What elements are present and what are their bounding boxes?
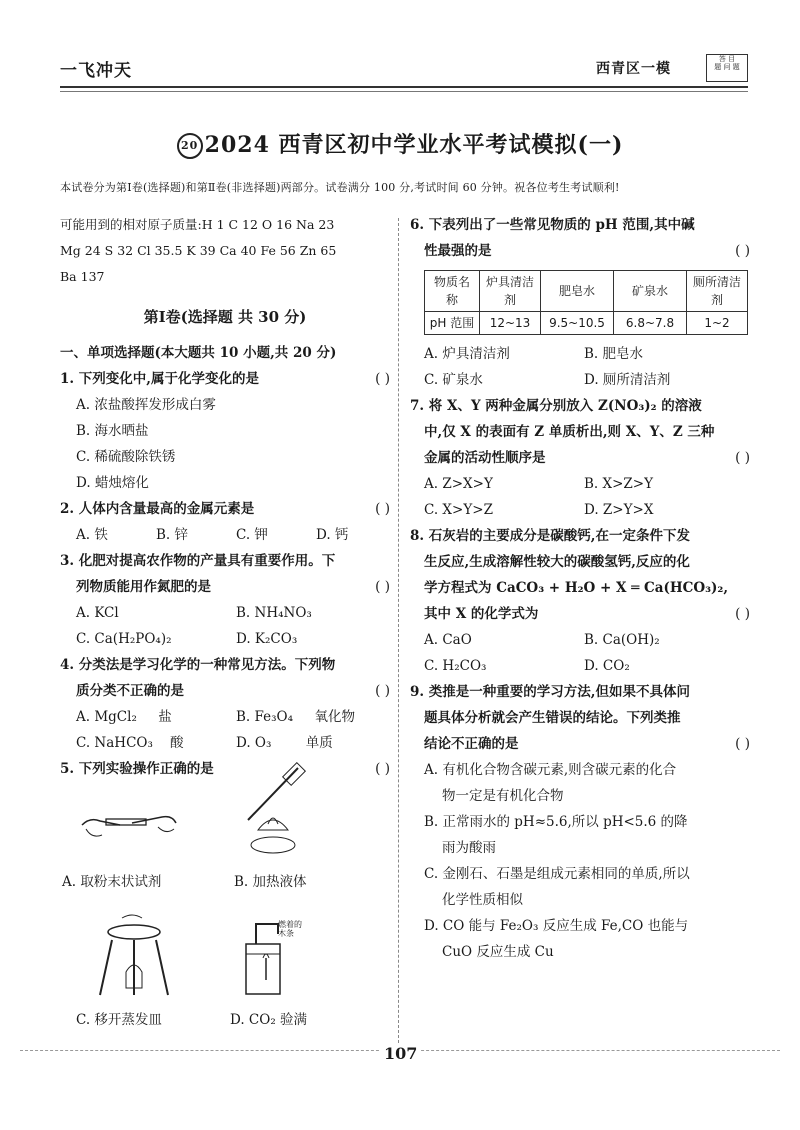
q9-option-b-line1: B. 正常雨水的 pH≈5.6,所以 pH<5.6 的降 [424,814,688,830]
q3-option-c: C. Ca(H₂PO₄)₂ [76,631,172,647]
q2-option-b: B. 锌 [156,527,189,543]
q3-stem-line1: 3. 化肥对提高农作物的产量具有重要作用。下 [60,553,336,569]
q2-option-a: A. 铁 [76,527,108,543]
q4-stem-row [60,678,390,704]
q6-stem-line2: 性最强的是 [424,243,492,259]
q9-answer-paren: ( ) [735,736,750,752]
q8-stem-line2: 生反应,生成溶解性较大的碳酸氢钙,反应的化 [424,554,690,570]
ph-table-header-cell: 物质名称 [425,271,480,312]
q8-options-row1 [410,627,750,653]
q5-stem-row [60,756,390,782]
ph-table-header-cell: 厕所清洁剂 [687,271,748,312]
q5-answer-paren: ( ) [375,761,390,777]
ph-table-cell: pH 范围 [425,312,480,335]
q2-option-d: D. 钙 [316,527,349,543]
q5-option-b: B. 加热液体 [234,874,307,890]
q8-answer-paren: ( ) [735,606,750,622]
column-divider [398,218,399,1048]
q7-option-b: B. X>Z>Y [584,476,654,492]
ph-table-data-row [425,312,748,335]
page-title [0,128,800,159]
q7-option-d: D. Z>Y>X [584,502,654,518]
q5-figure-c [92,910,182,1000]
q1-answer-paren: ( ) [375,371,390,387]
atomic-masses-line1: 可能用到的相对原子质量:H 1 C 12 O 16 Na 23 [60,217,335,232]
q7-option-a: A. Z>X>Y [424,476,493,492]
exam-intro: 本试卷分为第Ⅰ卷(选择题)和第Ⅱ卷(非选择题)两部分。试卷满分 100 分,考试时间 60 分钟。祝各位考生考试顺利! [60,181,620,194]
q9-stem-row [410,731,750,757]
section-title: 第Ⅰ卷(选择题 共 30 分) [143,308,307,326]
ph-table-header-cell: 炉具清洁剂 [480,271,541,312]
ph-table-cell: 12~13 [480,312,541,335]
q4-stem-line1: 4. 分类法是学习化学的一种常见方法。下列物 [60,657,336,673]
q4-option-d: D. O₃ 单质 [236,735,333,751]
q8-options-row2 [410,653,750,679]
ph-table-cell: 6.8~7.8 [614,312,687,335]
q5-option-a: A. 取粉末状试剂 [62,874,162,890]
q2-option-c: C. 钾 [236,527,268,543]
header-stamp: 答 目 题 问 题 [706,54,748,82]
q3-option-a: A. KCl [76,605,119,621]
q9-option-a-line2: 物一定是有机化合物 [442,788,564,804]
header-rule-thin [60,91,748,92]
q3-options-row2 [60,626,390,652]
q6-options-row2 [410,367,750,393]
q1-option-b: B. 海水晒盐 [76,423,149,439]
q7-stem-line2: 中,仅 X 的表面有 Z 单质析出,则 X、Y、Z 三种 [424,424,715,440]
q6-answer-paren: ( ) [735,243,750,259]
q6-options-row1 [410,341,750,367]
q2-stem: 2. 人体内含量最高的金属元素是 [60,501,255,517]
header-rule [60,86,748,88]
evaporating-dish-illustration [92,910,182,1000]
q3-option-d: D. K₂CO₃ [236,631,298,647]
q3-options-row1 [60,600,390,626]
q4-option-a: A. MgCl₂ 盐 [76,709,172,725]
q5-option-d: D. CO₂ 验满 [230,1012,308,1028]
q5-option-c: C. 移开蒸发皿 [76,1012,162,1028]
q1-option-a: A. 浓盐酸挥发形成白雾 [76,397,216,413]
left-column [60,212,390,782]
title-number-badge: 20 [177,133,203,159]
ph-table [424,270,748,335]
powder-sampling-illustration [72,785,182,855]
ph-table-header-cell: 肥皂水 [541,271,614,312]
q6-stem-row [410,238,750,264]
q2-stem-row [60,496,390,522]
q8-stem-line1: 8. 石灰岩的主要成分是碳酸钙,在一定条件下发 [410,528,690,544]
q9-option-d-line2: CuO 反应生成 Cu [442,944,554,960]
q5-figure-d-label: 燃着的木条 [278,920,302,938]
q8-option-a: A. CaO [424,632,472,648]
q9-option-d-line1: D. CO 能与 Fe₂O₃ 反应生成 Fe,CO 也能与 [424,918,689,934]
atomic-masses-line2: Mg 24 S 32 Cl 35.5 K 39 Ca 40 Fe 56 Zn 65 [60,243,337,258]
q4-stem-line2: 质分类不正确的是 [76,683,184,699]
header-exam-name: 西青区一模 [596,61,671,77]
q7-answer-paren: ( ) [735,450,750,466]
title-text: 2024 西青区初中学业水平考试模拟(一) [204,132,624,158]
q2-options [60,522,390,548]
ph-table-header-row [425,271,748,312]
q3-answer-paren: ( ) [375,579,390,595]
q7-options-row1 [410,471,750,497]
q8-stem-line4: 其中 X 的化学式为 [424,606,539,622]
q6-option-c: C. 矿泉水 [424,372,483,388]
atomic-masses-line3: Ba 137 [60,269,105,284]
page-number: 107 [380,1044,421,1063]
ph-table-cell: 1~2 [687,312,748,335]
q1-option-d: D. 蜡烛熔化 [76,475,149,491]
q6-stem-line1: 6. 下表列出了一些常见物质的 pH 范围,其中碱 [410,217,695,233]
q7-stem-line3: 金属的活动性顺序是 [424,450,546,466]
q8-option-d: D. CO₂ [584,658,630,674]
q9-stem-line1: 9. 类推是一种重要的学习方法,但如果不具体问 [410,684,690,700]
q3-option-b: B. NH₄NO₃ [236,605,312,621]
ph-table-cell: 9.5~10.5 [541,312,614,335]
q2-answer-paren: ( ) [375,501,390,517]
header-brand: 一飞冲天 [60,61,132,81]
q4-answer-paren: ( ) [375,683,390,699]
q7-option-c: C. X>Y>Z [424,502,493,518]
q7-options-row2 [410,497,750,523]
q9-option-a-line1: A. 有机化合物含碳元素,则含碳元素的化合 [424,762,677,778]
q9-option-c-line2: 化学性质相似 [442,892,523,908]
heating-liquid-illustration [228,760,318,860]
q6-option-b: B. 肥皂水 [584,346,644,362]
q8-option-c: C. H₂CO₃ [424,658,487,674]
q6-option-d: D. 厕所清洁剂 [584,372,671,388]
q6-option-a: A. 炉具清洁剂 [424,346,510,362]
q8-stem-row [410,601,750,627]
q4-option-c: C. NaHCO₃ 酸 [76,735,184,751]
q3-stem-line2: 列物质能用作氮肥的是 [76,579,211,595]
q4-option-b: B. Fe₃O₄ 氧化物 [236,709,355,725]
q9-stem-line2: 题具体分析就会产生错误的结论。下列类推 [424,710,681,726]
q1-option-c: C. 稀硫酸除铁锈 [76,449,176,465]
q8-option-b: B. Ca(OH)₂ [584,632,660,648]
q1-stem: 1. 下列变化中,属于化学变化的是 [60,371,259,387]
q5-figure-b [228,760,318,860]
q4-options-row1 [60,704,390,730]
q8-stem-line3: 学方程式为 CaCO₃ + H₂O + X ═ Ca(HCO₃)₂, [424,580,729,596]
q4-options-row2 [60,730,390,756]
q9-stem-line3: 结论不正确的是 [424,736,519,752]
q9-option-b-line2: 雨为酸雨 [442,840,496,856]
q7-stem-line1: 7. 将 X、Y 两种金属分别放入 Z(NO₃)₂ 的溶液 [410,398,702,414]
right-column [410,212,750,965]
q5-figure-a [72,785,182,855]
q9-option-c-line1: C. 金刚石、石墨是组成元素相同的单质,所以 [424,866,690,882]
ph-table-header-cell: 矿泉水 [614,271,687,312]
q7-stem-row [410,445,750,471]
q5-stem: 5. 下列实验操作正确的是 [60,761,214,777]
q1-stem-row [60,366,390,392]
part-title: 一、单项选择题(本大题共 10 小题,共 20 分) [60,345,337,361]
q3-stem-row [60,574,390,600]
